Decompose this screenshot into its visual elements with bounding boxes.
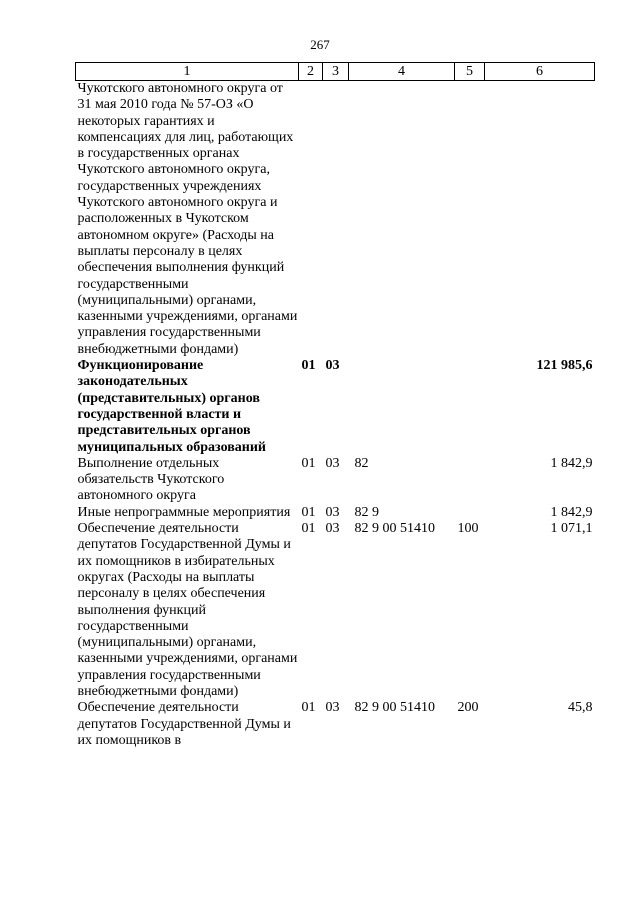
row-target-article: 82 9 00 51410 (354, 700, 435, 716)
table-header (76, 63, 595, 81)
row-expense-type (455, 505, 485, 521)
header-col-1: 1 (76, 63, 299, 81)
table-row (76, 456, 595, 505)
row-amount: 45,8 (568, 700, 593, 716)
header-col-4: 4 (349, 63, 455, 81)
header-col-2: 2 (299, 63, 323, 81)
row-section-code: 01 (301, 521, 316, 537)
header-col-6: 6 (485, 63, 595, 81)
row-amount: 1 842,9 (550, 455, 593, 471)
row-name: Иные непрограммные мероприятия (77, 504, 291, 520)
row-subsection-code: 03 (325, 521, 340, 537)
table-row (76, 358, 595, 456)
row-target-article: 82 9 (354, 504, 379, 520)
header-row (76, 63, 595, 81)
row-expense-type (455, 456, 485, 505)
row-subsection-code: 03 (325, 455, 340, 471)
row-amount: 1 071,1 (550, 521, 593, 537)
row-expense-type (455, 81, 485, 359)
row-target-article (349, 81, 455, 359)
row-name: Чукотского автономного округа от 31 мая 2010 года № 57-ОЗ «О некоторых гарантиях и компенсациях для лиц, работающих в государственных органах Чукотского автономного округа, государственных учреждениях Чукотского автономного округа и расположенных в Чукотском автономном округе» (Расходы на выплаты персоналу в целях обеспечения выполнения функций государственными (муниципальными) органами, казенными учреждениями, органами управления государственными внебюджетными фондами) (77, 81, 298, 357)
row-subsection-code: 03 (325, 700, 340, 716)
row-amount: 1 842,9 (550, 504, 593, 520)
header-col-3: 3 (323, 63, 349, 81)
row-target-article: 82 (354, 455, 369, 471)
table-body (76, 81, 595, 750)
row-expense-type: 100 (457, 521, 479, 537)
page-number: 267 (310, 37, 330, 52)
table-row (76, 700, 595, 749)
row-section-code: 01 (301, 504, 316, 520)
row-expense-type: 200 (457, 700, 479, 716)
table-row (76, 505, 595, 521)
row-expense-type (455, 358, 485, 456)
row-section-code: 01 (301, 455, 316, 471)
row-subsection-code: 03 (325, 358, 340, 374)
row-section-code: 01 (301, 358, 316, 374)
row-section-code (299, 81, 323, 359)
table-row (76, 81, 595, 359)
row-subsection-code (323, 81, 349, 359)
row-name: Обеспечение деятельности депутатов Государственной Думы и их помощников в избирательных округах (Расходы на выплаты персоналу в целях обеспечения выполнения функций государственными (муниципальными) органами, казенными учреждениями, органами управления государственными внебюджетными фондами) (77, 521, 298, 699)
row-section-code: 01 (301, 700, 316, 716)
table-row (76, 521, 595, 700)
row-amount: 121 985,6 (536, 358, 593, 374)
row-name: Функционирование законодательных (представительных) органов государственной власти и представительных органов муниципальных образований (77, 358, 266, 455)
header-col-5: 5 (455, 63, 485, 81)
row-target-article (349, 358, 455, 456)
row-name: Обеспечение деятельности депутатов Государственной Думы и их помощников в (77, 700, 291, 748)
row-subsection-code: 03 (325, 504, 340, 520)
budget-table (75, 62, 595, 749)
row-target-article: 82 9 00 51410 (354, 521, 435, 537)
row-amount (485, 81, 595, 359)
row-name: Выполнение отдельных обязательств Чукотского автономного округа (77, 455, 225, 504)
